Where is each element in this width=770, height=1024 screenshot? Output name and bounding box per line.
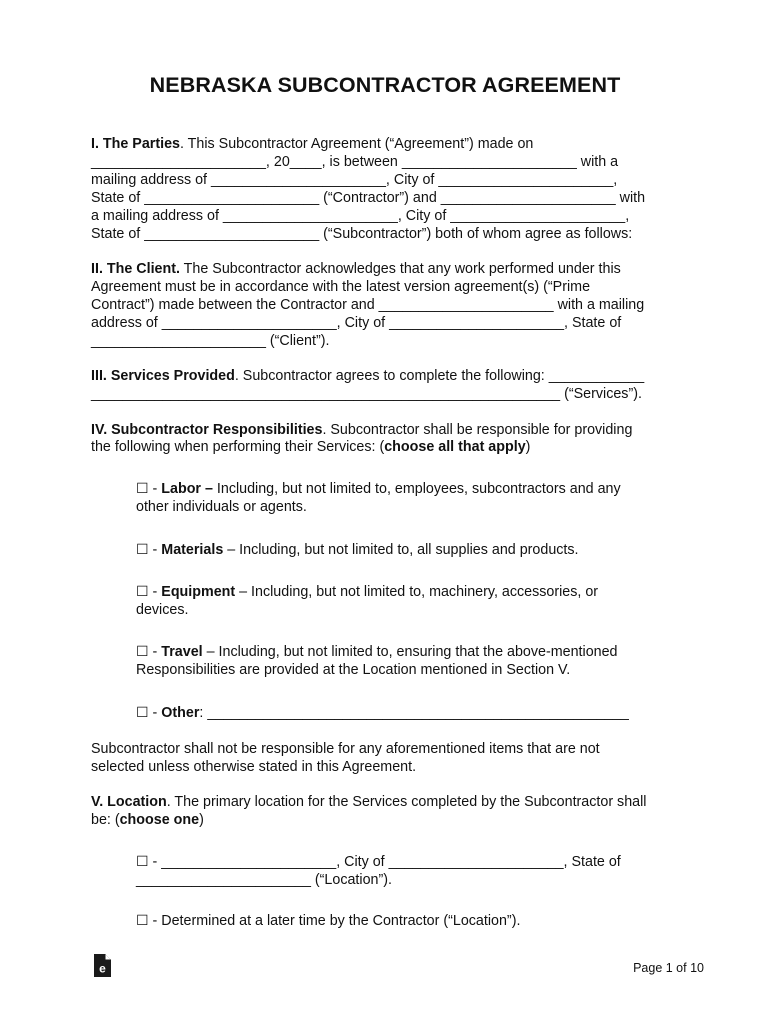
responsibilities-note	[91, 741, 691, 777]
parties-heading: I. The Parties	[91, 136, 180, 152]
section-responsibilities	[91, 422, 691, 458]
option-text: devices.	[136, 602, 189, 618]
option-dash: -	[148, 481, 162, 498]
document-body	[91, 136, 691, 948]
note-line: selected unless otherwise stated in this Agreement.	[91, 758, 417, 775]
section-client	[91, 261, 691, 351]
location-option-later	[136, 912, 691, 931]
services-line: . Subcontractor agrees to complete the following: ____________	[234, 368, 645, 385]
responsibility-options	[136, 480, 691, 722]
parties-line: State of ______________________ (“Subcontractor”) both of whom agree as follows:	[91, 225, 633, 242]
responsibilities-line: )	[525, 439, 531, 456]
other-field[interactable]: : _____________________________________________________	[199, 704, 629, 721]
option-label: Materials	[161, 541, 224, 558]
location-line: . The primary location for the Services completed by the Subcontractor shall	[166, 794, 647, 811]
option-text: Responsibilities are provided at the Location mentioned in Section V.	[136, 662, 571, 679]
option-dash: -	[148, 541, 162, 558]
checkbox-materials[interactable]: ☐	[136, 540, 149, 557]
checkbox-location-later[interactable]: ☐	[136, 911, 149, 928]
option-dash: -	[148, 704, 162, 721]
services-line: ___________________________________________________________ (“Services”).	[91, 386, 642, 403]
section-location	[91, 794, 691, 830]
location-option-text: - ______________________, City of ______________________, State of	[148, 853, 621, 870]
option-text: – Including, but not limited to, machinery, accessories, or	[235, 584, 599, 601]
option-label: Equipment	[161, 584, 236, 601]
location-option-text: - Determined at a later time by the Contractor (“Location”).	[148, 912, 521, 929]
checkbox-travel[interactable]: ☐	[136, 643, 149, 660]
responsibilities-line: . Subcontractor shall be responsible for providing	[322, 421, 633, 438]
client-line: address of ______________________, City of ______________________, State of	[91, 314, 622, 331]
section-services	[91, 368, 691, 404]
option-travel	[136, 643, 691, 680]
location-line: )	[199, 811, 204, 828]
client-line: The Subcontractor acknowledges that any work performed under this	[179, 261, 621, 278]
option-labor	[136, 480, 691, 517]
option-equipment	[136, 583, 691, 620]
responsibilities-line: the following when performing their Services: (	[91, 439, 385, 456]
option-text: Including, but not limited to, employees, subcontractors and any	[212, 481, 621, 498]
checkbox-equipment[interactable]: ☐	[136, 583, 149, 600]
client-line: Contract”) made between the Contractor and ______________________ with a mailing	[91, 296, 645, 313]
parties-line: . This Subcontractor Agreement (“Agreement”) made on	[180, 136, 534, 152]
location-options	[136, 853, 691, 931]
svg-text:e: e	[99, 961, 106, 976]
option-text: other individuals or agents.	[136, 499, 307, 516]
section-parties	[91, 136, 691, 243]
document-title: NEBRASKA SUBCONTRACTOR AGREEMENT	[149, 73, 621, 97]
services-heading: III. Services Provided	[91, 368, 235, 385]
location-heading: V. Location	[91, 794, 167, 811]
option-label: Travel	[161, 644, 203, 661]
checkbox-location-address[interactable]: ☐	[136, 852, 149, 869]
checkbox-labor[interactable]: ☐	[136, 480, 149, 497]
client-line: ______________________ (“Client”).	[91, 332, 330, 349]
option-materials	[136, 541, 691, 560]
location-option-text: ______________________ (“Location”).	[136, 871, 392, 888]
option-label: Labor –	[161, 481, 213, 498]
option-label: Other	[161, 704, 200, 721]
parties-line: mailing address of ______________________, City of ______________________,	[91, 171, 618, 188]
option-dash: -	[148, 644, 162, 661]
parties-line: State of ______________________ (“Contractor”) and ______________________ with	[91, 189, 646, 206]
note-line: Subcontractor shall not be responsible for any aforementioned items that are not	[91, 740, 600, 757]
parties-line: a mailing address of ______________________, City of ______________________,	[91, 207, 630, 224]
client-heading: II. The Client.	[91, 261, 180, 278]
parties-line: ______________________, 20____, is between ______________________ with a	[91, 153, 619, 170]
option-text: – Including, but not limited to, all supplies and products.	[223, 541, 579, 558]
checkbox-other[interactable]: ☐	[136, 703, 149, 720]
option-text: – Including, but not limited to, ensuring that the above-mentioned	[202, 644, 618, 661]
choose-all-instruction: choose all that apply	[384, 439, 526, 456]
option-dash: -	[148, 584, 162, 601]
eforms-logo-icon	[93, 953, 112, 978]
location-line: be: (	[91, 811, 120, 828]
page-number: Page 1 of 10	[633, 961, 704, 975]
option-other	[136, 704, 691, 723]
responsibilities-heading: IV. Subcontractor Responsibilities	[91, 421, 323, 438]
location-option-address	[136, 853, 691, 890]
choose-one-instruction: choose one	[119, 811, 200, 828]
client-line: Agreement must be in accordance with the latest version agreement(s) (“Prime	[91, 278, 591, 295]
